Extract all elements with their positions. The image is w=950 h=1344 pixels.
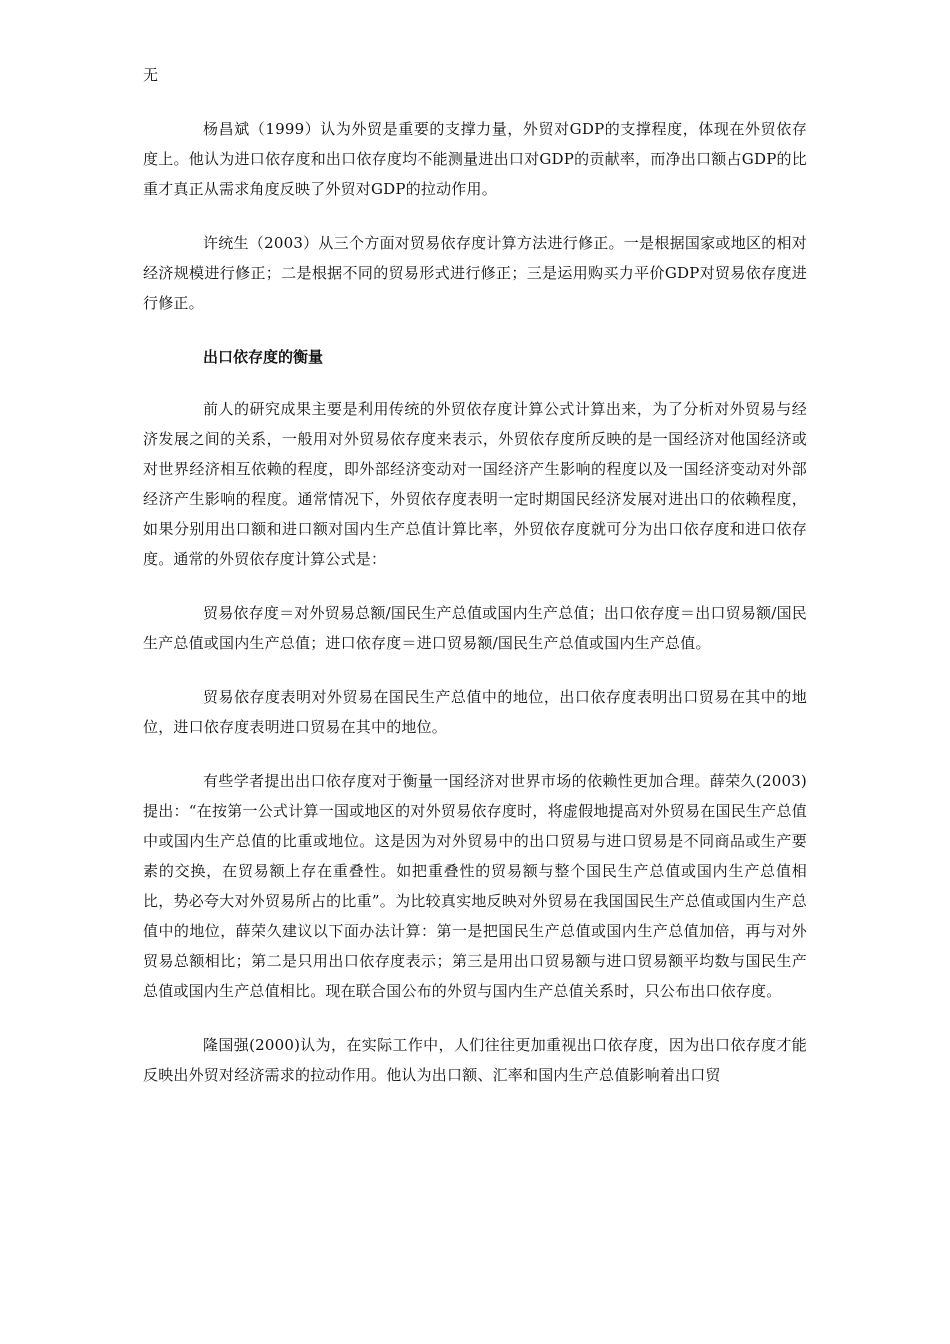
paragraph-formula: 贸易依存度＝对外贸易总额/国民生产总值或国内生产总值；出口依存度＝出口贸易额/国民生产总值或国内生产总值；进口依存度＝进口贸易额/国民生产总值或国内生产总值。 <box>143 604 807 652</box>
paragraph-yang: 杨昌斌（1999）认为外贸是重要的支撑力量，外贸对GDP的支撑程度，体现在外贸依存度上。他认为进口依存度和出口依存度均不能测量进出口对GDP的贡献率，而净出口额占GDP的比重才真正从需求角度反映了外贸对GDP的拉动作用。 <box>143 120 807 198</box>
paragraph-intro: 前人的研究成果主要是利用传统的外贸依存度计算公式计算出来，为了分析对外贸易与经济发展之间的关系，一般用对外贸易依存度来表示，外贸依存度所反映的是一国经济对他国经济或对世界经济相互依赖的程度，即外部经济变动对一国经济产生影响的程度以及一国经济变动对外部经济产生影响的程度。通常情况下，外贸依存度表明一定时期国民经济发展对进出口的依赖程度，如果分别用出口额和进口额对国内生产总值计算比率，外贸依存度就可分为出口依存度和进口依存度。通常的外贸依存度计算公式是： <box>143 400 807 568</box>
header-mark: 无 <box>143 66 159 84</box>
document-page <box>143 62 807 1114</box>
paragraph-long: 隆国强(2000)认为，在实际工作中，人们往往更加重视出口依存度，因为出口依存度才能反映出外贸对经济需求的拉动作用。他认为出口额、汇率和国内生产总值影响着出口贸 <box>143 1036 807 1084</box>
section-heading: 出口依存度的衡量 <box>203 348 324 366</box>
paragraph-xue: 有些学者提出出口依存度对于衡量一国经济对世界市场的依赖性更加合理。薛荣久(2003)提出：“在按第一公式计算一国或地区的对外贸易依存度时，将虚假地提高对外贸易在国民生产总值中或国内生产总值的比重或地位。这是因为对外贸易中的出口贸易与进口贸易是不同商品或生产要素的交换，在贸易额上存在重叠性。如把重叠性的贸易额与整个国民生产总值或国内生产总值相比，势必夸大对外贸易所占的比重”。为比较真实地反映对外贸易在我国国民生产总值或国内生产总值中的地位，薛荣久建议以下面办法计算：第一是把国民生产总值或国内生产总值加倍，再与对外贸易总额相比；第二是只用出口依存度表示；第三是用出口贸易额与进口贸易额平均数与国民生产总值或国内生产总值相比。现在联合国公布的外贸与国内生产总值关系时，只公布出口依存度。 <box>143 772 807 1000</box>
paragraph-meaning: 贸易依存度表明对外贸易在国民生产总值中的地位，出口依存度表明出口贸易在其中的地位，进口依存度表明进口贸易在其中的地位。 <box>143 688 807 736</box>
paragraph-xu: 许统生（2003）从三个方面对贸易依存度计算方法进行修正。一是根据国家或地区的相对经济规模进行修正；二是根据不同的贸易形式进行修正；三是运用购买力平价GDP对贸易依存度进行修正。 <box>143 234 807 312</box>
